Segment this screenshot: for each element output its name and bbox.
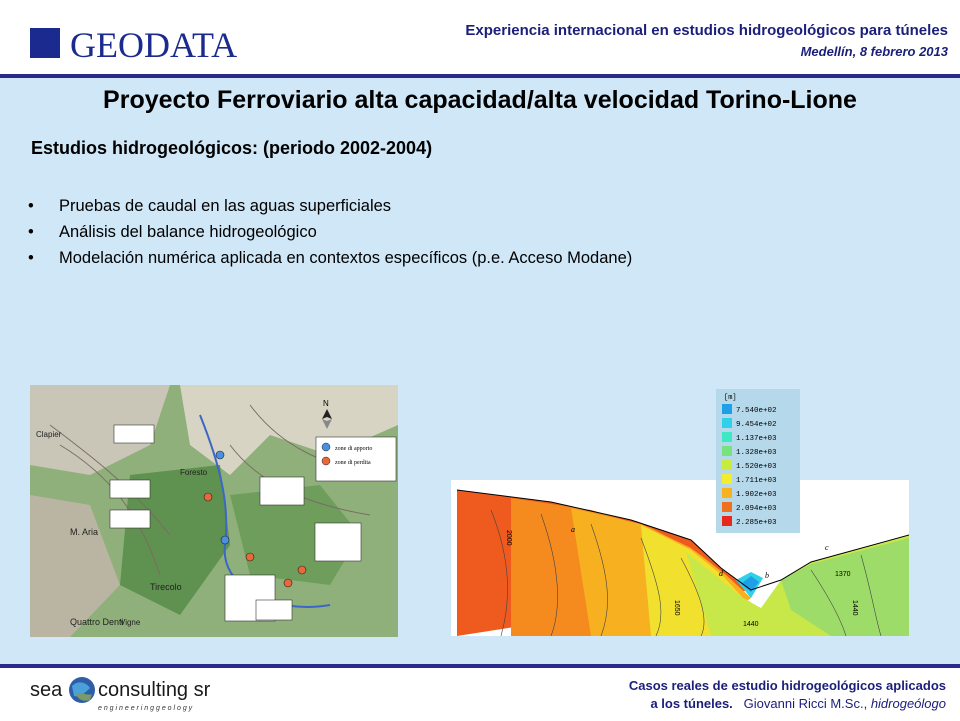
conference-date: Medellín, 8 febrero 2013 [800,44,948,59]
bullet-text: Análisis del balance hidrogeológico [59,223,317,241]
legend-unit: [m] [724,394,737,402]
section-label: 1650 [673,600,680,616]
bullet-icon: • [28,223,34,241]
map-legend-item: zone di perdita [335,460,371,466]
section-label: b [765,571,769,580]
legend-value: 1.520e+03 [736,463,777,471]
legend-swatch [722,460,732,470]
legend-swatch [722,474,732,484]
section-label: c [825,543,829,552]
map-place-label: Quattro Denti [70,617,124,627]
footer-author: Giovanni Ricci M.Sc. [743,696,864,711]
bullet-text: Pruebas de caudal en las aguas superficiales [59,197,392,215]
bullet-text: Modelación numérica aplicada en contextos específicos (p.e. Acceso Modane) [59,249,633,267]
legend-swatch [722,404,732,414]
footer-author-line: a los túneles. Giovanni Ricci M.Sc., hidrogeólogo [650,696,946,711]
legend-swatch [722,432,732,442]
map-place-label: M. Aria [70,527,99,537]
legend-swatch [722,446,732,456]
logo-tagline: e n g i n e e r i n g g e o l o g y [98,705,193,712]
legend-value: 2.285e+03 [736,519,777,527]
section-label: a [571,525,575,534]
legend-value: 1.711e+03 [736,477,777,485]
legend-swatch [722,516,732,526]
section-label: d [719,569,723,578]
legend-value: 7.540e+02 [736,407,777,415]
legend-swatch [722,418,732,428]
conference-title: Experiencia internacional en estudios hidrogeológicos para túneles [465,22,948,39]
map-place-label: Foresto [180,468,208,477]
map-legend-item: zone di apporto [335,446,373,452]
section-label: 1440 [743,621,759,628]
map-place-label: Tirecolo [150,582,182,592]
section-label: 1440 [851,600,858,616]
logo-consulting-text: consulting srl [98,679,210,701]
model-contour-legend [716,389,800,533]
geodata-logo-text: GEODATA [70,25,238,64]
numerical-model-section-image [451,480,909,636]
section-label: 1370 [835,571,851,578]
footer-author-role: hidrogeólogo [870,696,946,711]
legend-value: 1.902e+03 [736,491,777,499]
legend-value: 1.137e+03 [736,435,777,443]
legend-swatch [722,488,732,498]
bullet-icon: • [28,249,34,267]
map-place-label: Vigne [120,618,141,627]
footer-title: Casos reales de estudio hidrogeológicos aplicados [628,678,946,693]
slide-title: Proyecto Ferroviario alta capacidad/alta velocidad Torino-Lione [103,86,857,114]
globe-icon [69,677,95,703]
legend-value: 1.328e+03 [736,449,777,457]
bullet-icon: • [28,197,34,215]
topographic-map-image [30,385,398,637]
footer-title-end: a los túneles. [650,696,733,711]
bullet-item [28,220,632,246]
geodata-logo [30,24,270,69]
bullet-item [28,246,632,272]
sea-consulting-logo [30,674,210,721]
legend-swatch [722,502,732,512]
map-place-label: Clapier [36,430,62,439]
legend-value: 9.454e+02 [736,421,777,429]
legend-value: 2.094e+03 [736,505,777,513]
slide-subtitle: Estudios hidrogeológicos: (periodo 2002-2004) [31,138,433,158]
bullet-item [28,194,632,220]
bullet-list [28,194,632,272]
section-label: 2000 [505,530,512,546]
north-label: N [323,399,329,408]
geodata-logo-mark [30,24,270,64]
logo-sea-text: sea [30,679,63,701]
